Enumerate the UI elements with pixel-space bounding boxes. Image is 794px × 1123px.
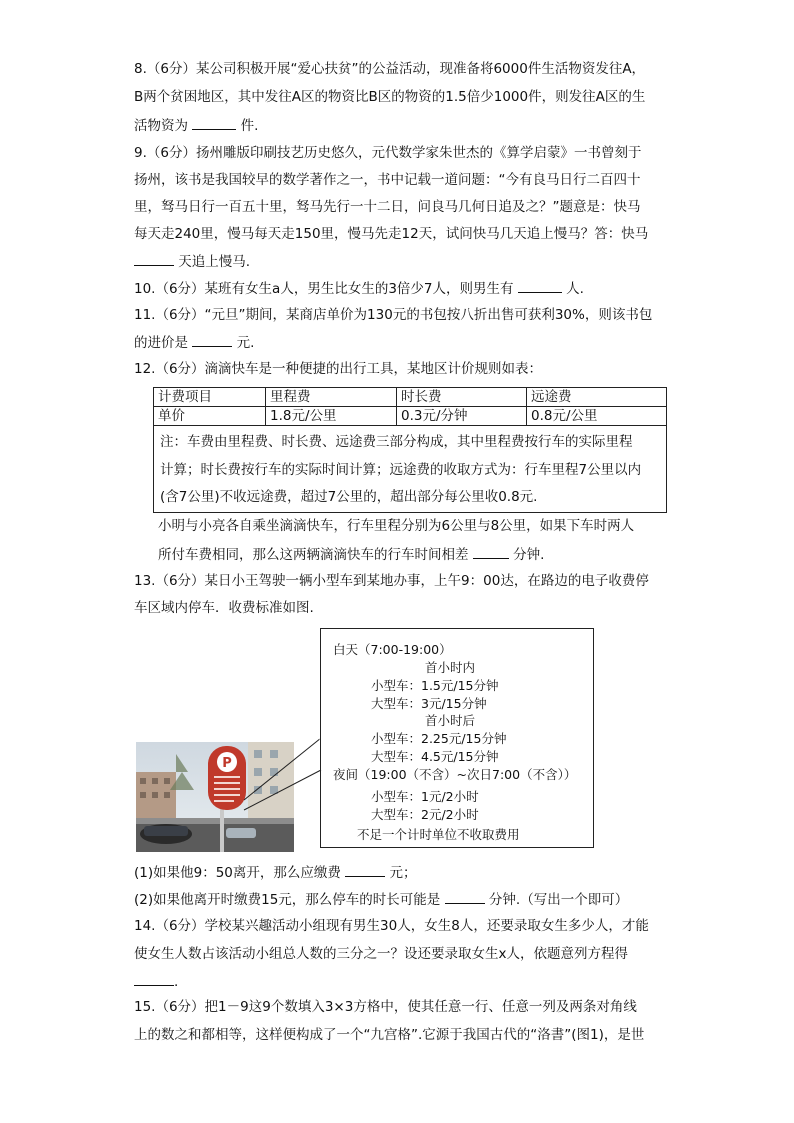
- fare-header-mileage: 里程费: [266, 388, 397, 407]
- q14-line-2: 使女生人数占该活动小组总人数的三分之一？设还要录取女生x人，依题意列方程得: [134, 946, 628, 962]
- board-large-after: 大型车：4.5元/15分钟: [371, 749, 499, 764]
- q13-sub-2: [134, 889, 628, 910]
- fare-header-long-distance: 远途费: [527, 388, 667, 407]
- q13-sub1-text-end: 元；: [389, 865, 417, 881]
- parking-sign-photo: [136, 742, 294, 852]
- q12-text-end: 分钟.: [513, 547, 545, 563]
- board-after-hour: 首小时后: [425, 713, 476, 728]
- q15-line-1: 15.（6分）把1－9这9个数填入3×3方格中，使其任意一行、任意一列及两条对角线: [134, 999, 637, 1015]
- fare-note-line-1: 注：车费由里程费、时长费、远途费三部分构成，其中里程费按行车的实际里程: [160, 434, 633, 450]
- q11-answer-blank[interactable]: [192, 332, 232, 347]
- fare-table: [153, 387, 667, 426]
- fare-cell-long-distance: 0.8元/公里: [527, 407, 667, 426]
- q8-line-3: [134, 115, 258, 136]
- parking-fee-board: [320, 628, 594, 848]
- q8-line-1: 8.（6分）某公司积极开展“爱心扶贫”的公益活动，现准备将6000件生活物资发往A，: [134, 61, 646, 77]
- fare-table-price-row: [154, 407, 667, 426]
- fare-cell-time: 0.3元/分钟: [397, 407, 527, 426]
- fare-table-header-row: [154, 388, 667, 407]
- parking-sign-letter: P: [222, 756, 232, 771]
- q15-line-2: 上的数之和都相等，这样便构成了一个“九宫格”.它源于我国古代的“洛書”(图1)，是世: [134, 1027, 645, 1043]
- fare-table-note: [153, 425, 667, 513]
- q13-line-2: 车区域内停车．收费标准如图.: [134, 600, 314, 616]
- q12-after-2: [158, 544, 544, 565]
- q9-line-5: [134, 251, 250, 272]
- q12-answer-blank[interactable]: [473, 544, 509, 559]
- q10-text: 10.（6分）某班有女生a人，男生比女生的3倍少7人，则男生有: [134, 281, 514, 297]
- q9-line-4: 每天走240里，慢马每天走150里，慢马先走12天，试问快马几天追上慢马？答：快马: [134, 226, 649, 242]
- board-day-title: 白天（7:00-19:00）: [333, 642, 452, 657]
- board-small-night: 小型车：1元/2小时: [371, 789, 479, 804]
- q10-text-end: 人.: [566, 281, 584, 297]
- board-small-after: 小型车：2.25元/15分钟: [371, 731, 507, 746]
- q12-line-1: 12.（6分）滴滴快车是一种便捷的出行工具，某地区计价规则如表：: [134, 361, 543, 377]
- q13-sub1-answer-blank[interactable]: [345, 862, 385, 877]
- q12-text: 所付车费相同，那么这两辆滴滴快车的行车时间相差: [158, 547, 469, 563]
- board-large-first: 大型车：3元/15分钟: [371, 696, 487, 711]
- fare-header-time: 时长费: [397, 388, 527, 407]
- q10-line: [134, 278, 584, 299]
- fare-cell-label: 单价: [154, 407, 266, 426]
- q9-line-2: 扬州，该书是我国较早的数学著作之一，书中记载一道问题：“今有良马日行二百四十: [134, 172, 641, 188]
- board-first-hour: 首小时内: [425, 660, 476, 675]
- q14-answer-blank[interactable]: [134, 971, 174, 986]
- q11-line-2: [134, 332, 254, 353]
- q8-line-2: B两个贫困地区，其中发往A区的物资比B区的物资的1.5倍少1000件，则发往A区的生: [134, 89, 646, 105]
- fare-note-line-2: 计算；时长费按行车的实际时间计算；远途费的收取方式为：行车里程7公里以内: [160, 462, 642, 478]
- q9-line-1: 9.（6分）扬州雕版印刷技艺历史悠久，元代数学家朱世杰的《算学启蒙》一书曾刻于: [134, 145, 642, 161]
- q9-text-end: 天追上慢马.: [178, 254, 251, 270]
- q13-sub2-text-end: 分钟.（写出一个即可）: [488, 892, 629, 908]
- q8-text: 活物资为: [134, 118, 188, 134]
- fare-header-item: 计费项目: [154, 388, 266, 407]
- fare-note-line-3: (含7公里)不收远途费，超过7公里的，超出部分每公里收0.8元.: [160, 489, 538, 505]
- q14-line-1: 14.（6分）学校某兴趣活动小组现有男生30人，女生8人，还要录取女生多少人，才能: [134, 918, 649, 934]
- board-large-night: 大型车：2元/2小时: [371, 807, 479, 822]
- q9-line-3: 里，驽马日行一百五十里，驽马先行一十二日，问良马几何日追及之？”题意是：快马: [134, 199, 641, 215]
- q13-sub-1: [134, 862, 416, 883]
- q8-answer-blank[interactable]: [192, 115, 236, 130]
- q12-after-1: 小明与小亮各自乘坐滴滴快车，行车里程分别为6公里与8公里，如果下车时两人: [158, 518, 635, 534]
- board-night-title: 夜间（19:00（不含）~次日7:00（不含））: [333, 767, 577, 782]
- board-footer: 不足一个计时单位不收取费用: [357, 827, 520, 842]
- q13-sub1-text: (1)如果他9：50离开，那么应缴费: [134, 865, 341, 881]
- q9-answer-blank[interactable]: [134, 251, 174, 266]
- q13-sub2-text: (2)如果他离开时缴费15元，那么停车的时长可能是: [134, 892, 441, 908]
- q11-line-1: 11.（6分）“元旦”期间，某商店单价为130元的书包按八折出售可获利30%，则该书包: [134, 307, 653, 323]
- q14-line-3: .: [134, 971, 178, 992]
- fare-cell-mileage: 1.8元/公里: [266, 407, 397, 426]
- q8-text-end: 件.: [240, 118, 259, 134]
- q11-text-end: 元.: [236, 335, 255, 351]
- q13-sub2-answer-blank[interactable]: [445, 889, 485, 904]
- q11-text: 的进价是: [134, 335, 188, 351]
- board-small-first: 小型车：1.5元/15分钟: [371, 678, 499, 693]
- q10-answer-blank[interactable]: [518, 278, 562, 293]
- q13-line-1: 13.（6分）某日小王驾驶一辆小型车到某地办事，上午9：00达，在路边的电子收费停: [134, 573, 649, 589]
